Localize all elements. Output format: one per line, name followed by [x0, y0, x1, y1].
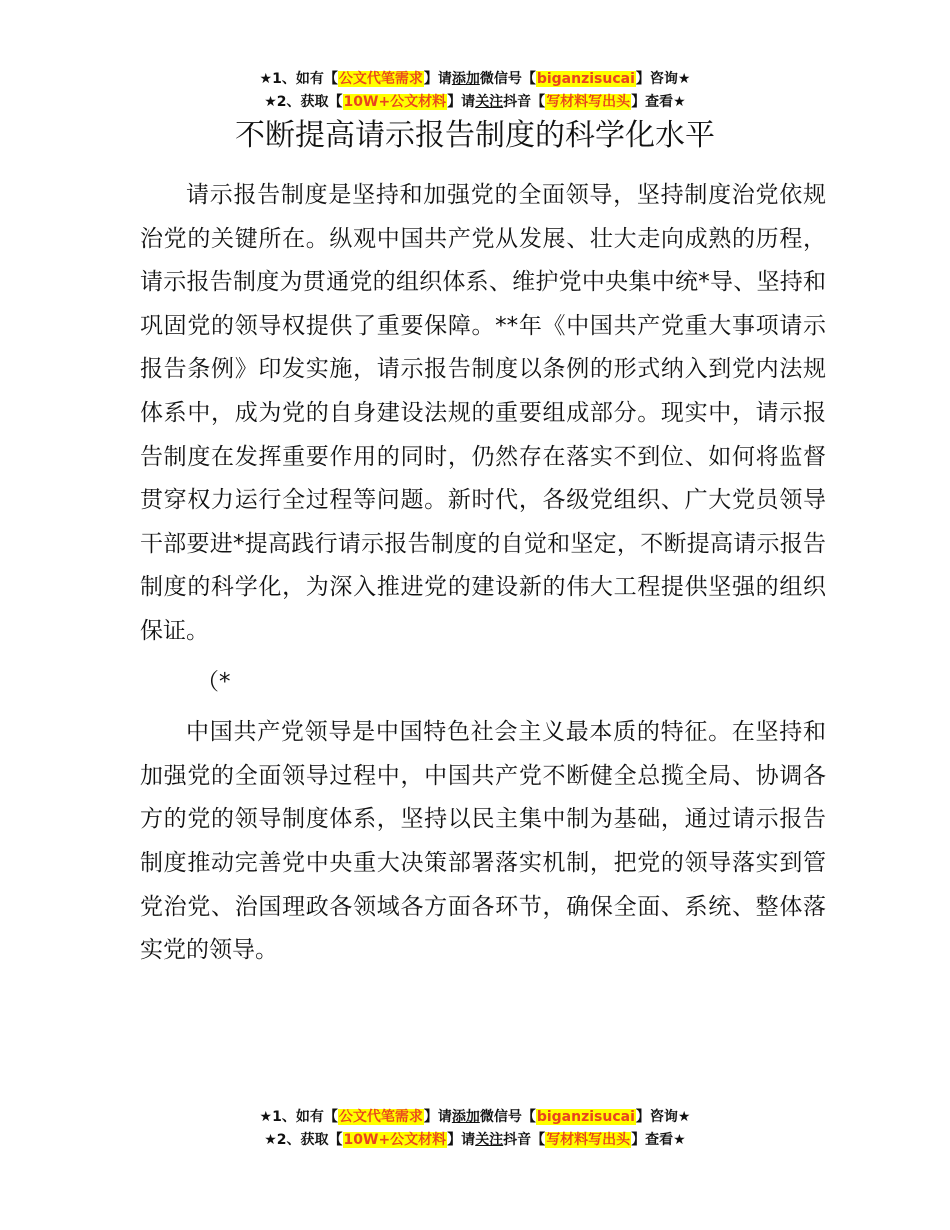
wechat-id: biganzisucai: [536, 71, 635, 87]
header-banner: [0, 68, 950, 114]
section-heading: （*: [196, 668, 231, 695]
document-title: 不断提高请示报告制度的科学化水平: [235, 118, 715, 153]
paragraph-intro: 请示报告制度是坚持和加强党的全面领导，坚持制度治党依规治党的关键所在。纵观中国共产党从发展、壮大走向成熟的历程，请示报告制度为贯通党的组织体系、维护党中央集中统*导、坚持和巩固党的领导权提供了重要保障。**年《中国共产党重大事项请示报告条例》印发实施，请示报告制度以条例的形式纳入到党内法规体系中，成为党的自身建设法规的重要组成部分。现实中，请示报告制度在发挥重要作用的同时，仍然存在落实不到位、如何将监督贯穿权力运行全过程等问题。新时代，各级党组织、广大党员领导干部要进*提高践行请示报告制度的自觉和坚定，不断提高请示报告制度的科学化，为深入推进党的建设新的伟大工程提供坚强的组织保证。: [140, 182, 826, 644]
paragraph-section-1: 中国共产党领导是中国特色社会主义最本质的特征。在坚持和加强党的全面领导过程中，中国共产党不断健全总揽全局、协调各方的党的领导制度体系，坚持以民主集中制为基础，通过请示报告制度推动完善党中央重大决策部署落实机制，把党的领导落实到管党治党、治国理政各领域各方面各环节，确保全面、系统、整体落实党的领导。: [140, 719, 826, 964]
ghostwriting-tag: 公文代笔需求: [338, 71, 423, 87]
ghostwriting-tag: 公文代笔需求: [338, 1109, 423, 1125]
banner-line-2: ★2、获取【10W+公文材料】请关注抖音【写材料写出头】查看★: [264, 1132, 686, 1148]
banner-line-1: ★1、如有【公文代笔需求】请添加微信号【biganzisucai】咨询★: [259, 71, 691, 87]
materials-tag: 10W+公文材料: [343, 94, 447, 110]
materials-tag: 10W+公文材料: [343, 1132, 447, 1148]
douyin-account: 写材料写出头: [546, 94, 631, 110]
douyin-account: 写材料写出头: [546, 1132, 631, 1148]
footer-banner: [0, 1106, 950, 1152]
banner-line-2: ★2、获取【10W+公文材料】请关注抖音【写材料写出头】查看★: [264, 94, 686, 110]
wechat-id: biganzisucai: [536, 1109, 635, 1125]
banner-line-1: ★1、如有【公文代笔需求】请添加微信号【biganzisucai】咨询★: [259, 1109, 691, 1125]
document-body: [140, 174, 826, 973]
